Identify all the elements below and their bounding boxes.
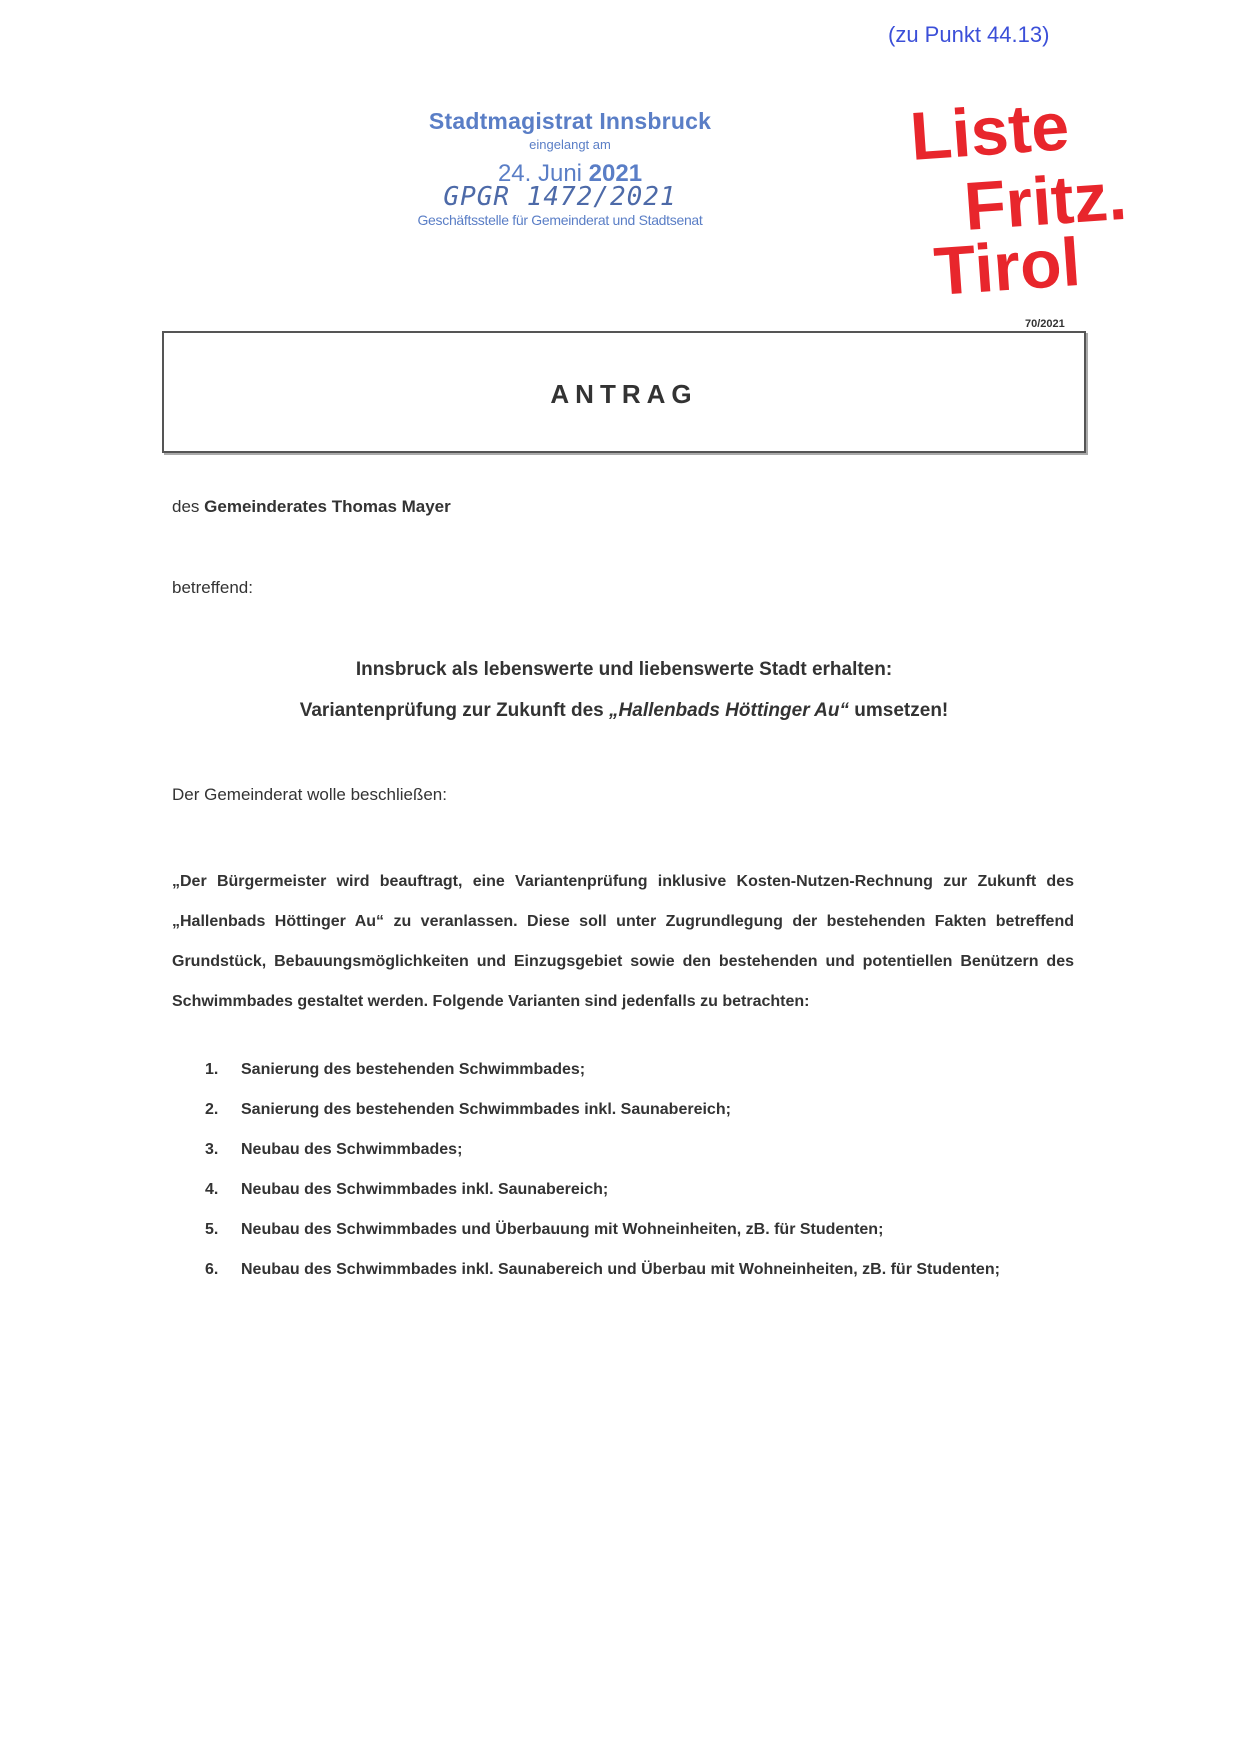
- variant-number: 3.: [205, 1141, 219, 1158]
- variant-text: Neubau des Schwimmbades inkl. Saunabereich;: [241, 1181, 609, 1198]
- variant-item: [205, 1090, 1075, 1130]
- variant-number: 2.: [205, 1101, 219, 1118]
- stamp-received-label: eingelangt am: [529, 137, 611, 152]
- variant-text: Sanierung des bestehenden Schwimmbades inkl. Saunabereich;: [241, 1101, 731, 1118]
- agenda-reference: (zu Punkt 44.13): [888, 22, 1050, 47]
- variant-item: [205, 1130, 1075, 1170]
- variant-item: [205, 1170, 1075, 1210]
- concerning-label: betreffend:: [172, 578, 253, 597]
- document-number: 70/2021: [1025, 318, 1065, 330]
- applicant-line: [172, 497, 451, 517]
- variant-number: 1.: [205, 1061, 219, 1078]
- subject-line-2: [162, 700, 1086, 722]
- applicant-name: Gemeinderates Thomas Mayer: [204, 497, 451, 516]
- party-logo-graphic: [908, 90, 1168, 310]
- title-box: [162, 331, 1086, 453]
- variant-number: 5.: [205, 1221, 219, 1238]
- stamp-date-day: 24. Juni: [497, 160, 582, 187]
- receipt-stamp: [417, 108, 720, 228]
- applicant-prefix: des: [172, 497, 200, 516]
- variant-number: 4.: [205, 1181, 219, 1198]
- stamp-department: Geschäftsstelle für Gemeinderat und Stadtsenat: [417, 212, 703, 228]
- subject-line-1: Innsbruck als lebenswerte und liebenswerte Stadt erhalten:: [355, 659, 893, 680]
- logo-line-3: Tirol: [931, 223, 1083, 310]
- variant-item: [205, 1250, 1075, 1290]
- stamp-file-number: GPGR 1472/2021: [443, 182, 677, 212]
- document-title: ANTRAG: [550, 379, 698, 409]
- variant-item: [205, 1210, 1075, 1250]
- logo-line-1: Liste: [908, 90, 1072, 175]
- variant-text: Neubau des Schwimmbades;: [241, 1141, 463, 1158]
- subject-suffix: umsetzen!: [849, 700, 949, 721]
- motion-text: „Der Bürgermeister wird beauftragt, eine Variantenprüfung inklusive Kosten-Nutzen-Rechnung zur Zukunft des „Hallenbads Höttinger Au“ zu veranlassen. Diese soll unter Zugrundlegung der bestehenden Fakten betreffend Grundstück, Bebauungsmöglichkeiten und Einzugsgebiet sowie den bestehenden und potentiellen Benützern des Schwimmbades gestaltet werden. Folgende Varianten sind jedenfalls zu betrachten:: [172, 873, 1074, 1010]
- variant-text: Neubau des Schwimmbades und Überbauung mit Wohneinheiten, zB. für Studenten;: [241, 1221, 884, 1238]
- subject-facility: „Hallenbads Höttinger Au“: [609, 700, 850, 721]
- resolution-label: Der Gemeinderat wolle beschließen:: [172, 785, 447, 804]
- logo-line-2: Fritz.: [961, 157, 1130, 245]
- variant-text: Sanierung des bestehenden Schwimmbades;: [241, 1061, 586, 1078]
- variant-number: 6.: [205, 1261, 219, 1278]
- party-logo: [908, 90, 1168, 310]
- variant-item: [205, 1050, 1075, 1090]
- variant-text: Neubau des Schwimmbades inkl. Saunabereich und Überbau mit Wohneinheiten, zB. für Studenten;: [241, 1261, 1000, 1278]
- stamp-office: Stadtmagistrat Innsbruck: [428, 108, 712, 134]
- subject-prefix: Variantenprüfung zur Zukunft des: [299, 700, 610, 721]
- stamp-date-year: 2021: [588, 160, 643, 187]
- variant-list: [205, 1050, 1075, 1290]
